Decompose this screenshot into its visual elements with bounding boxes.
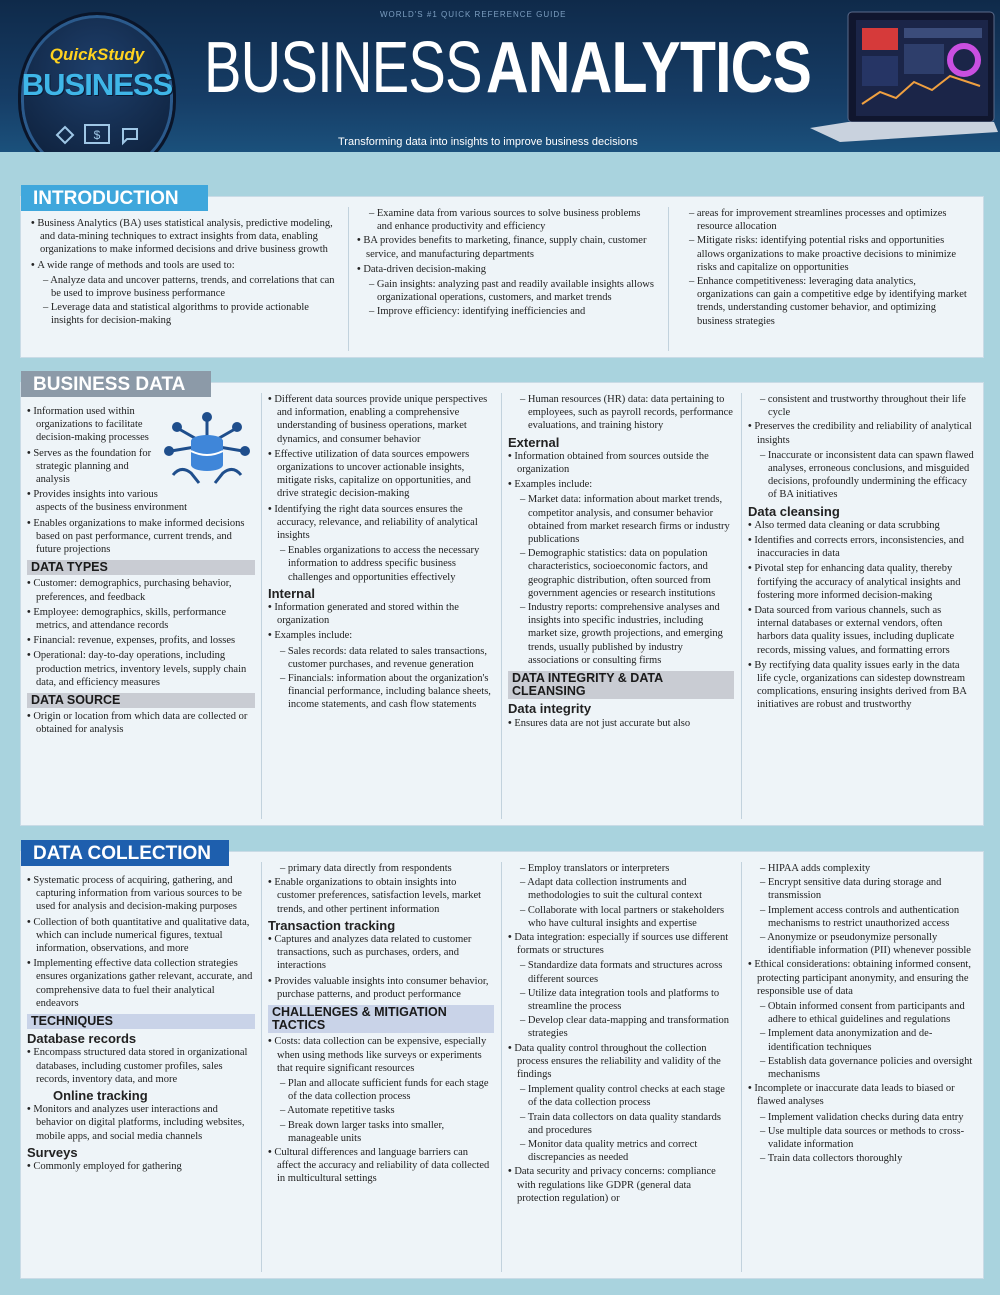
dc-subpoint: – Develop clear data-mapping and transformation strategies (508, 1014, 734, 1040)
dc-subpoint: – Utilize data integration tools and platforms to streamline the process (508, 987, 734, 1013)
bd-subpoint: – Human resources (HR) data: data pertaining to employees, such as payroll records, performance evaluations, and training history (508, 393, 734, 433)
dc-subpoint: – Adapt data collection instruments and methodologies to suit the cultural context (508, 876, 734, 902)
intro-subpoint: – Gain insights: analyzing past and readily available insights allows organizational operations, customers, and market trends (357, 278, 657, 304)
database-icon (159, 405, 255, 497)
data-source-heading: DATA SOURCE (27, 693, 255, 708)
bd-point: • Preserves the credibility and reliability of analytical insights (748, 420, 974, 446)
bd-subpoint: – Enables organizations to access the necessary information to address specific business challenges and opportunities effectively (268, 544, 494, 584)
bd-col-1 (27, 405, 255, 821)
bd-point: • Examples include: (508, 478, 734, 491)
bd-point: • Employee: demographics, skills, performance metrics, and attendance records (27, 606, 255, 632)
external-heading: External (508, 434, 560, 450)
bd-point: • Information used within organizations to facilitate decision-making processes (27, 405, 255, 445)
bd-point: • Identifying the right data sources ensures the accuracy, relevance, and reliability of analytical insights (268, 503, 494, 543)
intro-subpoint: – Improve efficiency: identifying inefficiencies and (357, 305, 657, 318)
dc-point: • Commonly employed for gathering (27, 1160, 255, 1173)
bd-col-2 (268, 393, 494, 821)
brand-top: QuickStudy (49, 45, 145, 64)
brand-main: BUSINESS (21, 67, 173, 102)
internal-heading: Internal (268, 585, 315, 601)
dc-subpoint: – Implement access controls and authentication mechanisms to restrict unauthorized access (748, 904, 974, 930)
publisher-line: WORLD'S #1 QUICK REFERENCE GUIDE (380, 10, 567, 19)
bd-point: • Data sourced from various channels, such as internal databases or external vendors, often harbors data quality issues, including duplicate records, missing values, and formatting errors (748, 604, 974, 657)
introduction-heading: INTRODUCTION (21, 185, 208, 211)
bd-point: • Enables organizations to make informed decisions based on past performance, current trends, and future projections (27, 517, 255, 557)
bd-point: • Examples include: (268, 629, 494, 642)
dc-subpoint: – Implement quality control checks at each stage of the data collection process (508, 1083, 734, 1109)
dc-col-4 (748, 862, 974, 1274)
dc-point: • Ethical considerations: obtaining informed consent, protecting participant anonymity, and ensuring the responsible use of data (748, 958, 974, 998)
intro-col-3 (677, 207, 973, 353)
cleansing-heading: Data cleansing (748, 503, 840, 519)
data-collection-heading: DATA COLLECTION (21, 840, 229, 866)
dc-point: • Encompass structured data stored in organizational databases, including customer profiles, sales records, inventory data, and more (27, 1046, 255, 1086)
dc-point: • Monitors and analyzes user interactions and behavior on digital platforms, including websites, mobile apps, and social media channels (27, 1103, 255, 1143)
bd-subpoint: – Inaccurate or inconsistent data can spawn flawed analyses, erroneous conclusions, and misguided decisions, profoundly undermining the efficacy of BA initiatives (748, 449, 974, 502)
dc-subpoint: – Train data collectors on data quality standards and procedures (508, 1111, 734, 1137)
bd-col-4 (748, 393, 974, 821)
dc-point: • Enable organizations to obtain insights into customer preferences, satisfaction levels, market trends, and other pertinent information (268, 876, 494, 916)
intro-point: • BA provides benefits to marketing, finance, supply chain, customer service, and manufacturing departments (357, 234, 657, 260)
dc-subpoint: – primary data directly from respondents (268, 862, 494, 875)
dc-point: • Cultural differences and language barriers can affect the accuracy and reliability of data collected in multicultural settings (268, 1146, 494, 1186)
dc-subpoint: – HIPAA adds complexity (748, 862, 974, 875)
bd-point: • Information obtained from sources outside the organization (508, 450, 734, 476)
bd-subpoint: – Financials: information about the organization's financial performance, including balance sheets, income statements, and cash flow statements (268, 672, 494, 712)
dc-point: • Captures and analyzes data related to customer transactions, such as purchases, orders, and interactions (268, 933, 494, 973)
bd-point: • Identifies and corrects errors, inconsistencies, and inaccuracies in data (748, 534, 974, 560)
title-bold: ANALYTICS (486, 28, 812, 108)
dc-col-3 (508, 862, 734, 1274)
svg-text:$: $ (93, 128, 101, 142)
intro-point: • Data-driven decision-making (357, 263, 657, 276)
data-collection-section (20, 843, 984, 1279)
intro-subpoint: – Enhance competitiveness: leveraging data analytics, organizations can gain a competitive edge by identifying market trends, understanding customer behavior, and optimizing business strategies (677, 275, 973, 328)
bd-point: • Information generated and stored within the organization (268, 601, 494, 627)
bd-point: • Effective utilization of data sources empowers organizations to uncover actionable insights, mitigate risks, capitalize on opportunities, and drive strategic decision-making (268, 448, 494, 501)
intro-subpoint: – Analyze data and uncover patterns, trends, and correlations that can be used to improve business performance (31, 274, 336, 300)
bd-point: • By rectifying data quality issues early in the data life cycle, organizations can sidestep downstream complications, ensuring insights derived from BA initiatives are robust and trustworthy (748, 659, 974, 712)
dc-point: • Systematic process of acquiring, gathering, and capturing information from various sources to be used for analysis and decision-making purposes (27, 874, 255, 914)
bd-point: • Origin or location from which data are collected or obtained for analysis (27, 710, 255, 736)
intro-point: • A wide range of methods and tools are used to: (31, 259, 336, 272)
introduction-section (20, 188, 984, 358)
dc-subpoint: – Implement validation checks during data entry (748, 1111, 974, 1124)
dc-subpoint: – Standardize data formats and structures across different sources (508, 959, 734, 985)
business-data-heading: BUSINESS DATA (21, 371, 211, 397)
dc-subpoint: – Encrypt sensitive data during storage and transmission (748, 876, 974, 902)
dc-subpoint: – Automate repetitive tasks (268, 1104, 494, 1117)
bd-subpoint: – Demographic statistics: data on population characteristics, socioeconomic factors, and geographic distribution, often sourced from government agencies or research institutions (508, 547, 734, 600)
intro-col-1 (31, 217, 336, 353)
bd-subpoint: – Sales records: data related to sales transactions, customer purchases, and revenue generation (268, 645, 494, 671)
business-data-section (20, 374, 984, 826)
bd-point: • Customer: demographics, purchasing behavior, preferences, and feedback (27, 577, 255, 603)
bd-subpoint: – Industry reports: comprehensive analyses and insights into specific industries, including market size, growth projections, and emerging trends, usually published by industry associations or consulting firms (508, 601, 734, 667)
intro-subpoint: – areas for improvement streamlines processes and optimizes resource allocation (677, 207, 973, 233)
intro-col-2 (357, 207, 657, 353)
bd-point: • Operational: day-to-day operations, including production metrics, inventory levels, supply chain data, and efficiency measures (27, 649, 255, 689)
dc-subpoint: – Implement data anonymization and de-identification techniques (748, 1027, 974, 1053)
dc-subpoint: – Use multiple data sources or methods to cross-validate information (748, 1125, 974, 1151)
dc-point: • Provides valuable insights into consumer behavior, purchase patterns, and product performance (268, 975, 494, 1001)
dc-col-1 (27, 874, 255, 1274)
bd-subpoint: – Market data: information about market trends, competitor analysis, and consumer behavior obtained from market research firms or industry publications (508, 493, 734, 546)
bd-subpoint: – consistent and trustworthy throughout their life cycle (748, 393, 974, 419)
integrity-subheading: Data integrity (508, 701, 592, 717)
bd-point: • Serves as the foundation for strategic planning and analysis (27, 447, 255, 487)
data-types-heading: DATA TYPES (27, 560, 255, 575)
dc-point: • Data integration: especially if sources use different formats or structures (508, 931, 734, 957)
bd-point: • Provides insights into various aspects of the business environment (27, 488, 255, 514)
dc-point: • Collection of both quantitative and qualitative data, which can include numerical figures, textual information, observations, and more (27, 916, 255, 956)
briefcase-icon (51, 115, 143, 155)
dc-subpoint: – Break down larger tasks into smaller, manageable units (268, 1119, 494, 1145)
header-banner (0, 0, 1000, 178)
dc-point: • Implementing effective data collection strategies ensures organizations gather relevant, accurate, and comprehensive data to fuel their analytical endeavors (27, 957, 255, 1010)
intro-subpoint: – Examine data from various sources to solve business problems and enhance productivity and efficiency (357, 207, 657, 233)
dc-subpoint: – Obtain informed consent from participants and adhere to ethical guidelines and regulations (748, 1000, 974, 1026)
dc-subpoint: – Anonymize or pseudonymize personally identifiable information (PII) whenever possible (748, 931, 974, 957)
page-subtitle: Transforming data into insights to improve business decisions (338, 136, 638, 148)
dc-point: • Data quality control throughout the collection process ensures the reliability and validity of the findings (508, 1042, 734, 1082)
intro-subpoint: – Mitigate risks: identifying potential risks and opportunities allows organizations to make proactive decisions to minimize risks and capitalize on opportunities (677, 234, 973, 274)
dc-subpoint: – Establish data governance policies and oversight mechanisms (748, 1055, 974, 1081)
dc-point: • Costs: data collection can be expensive, especially when using methods like surveys or experiments that require significant resources (268, 1035, 494, 1075)
dc-subpoint: – Collaborate with local partners or stakeholders who have cultural insights and expertise (508, 904, 734, 930)
bd-point: • Financial: revenue, expenses, profits, and losses (27, 634, 255, 647)
dc-point: • Incomplete or inaccurate data leads to biased or flawed analyses (748, 1082, 974, 1108)
challenges-heading: CHALLENGES & MITIGATION TACTICS (268, 1005, 494, 1033)
dc-point: • Data security and privacy concerns: compliance with regulations like GDPR (general data protection regulation) or (508, 1165, 734, 1205)
integrity-heading: DATA INTEGRITY & DATA CLEANSING (508, 671, 734, 699)
laptop-illustration (800, 8, 998, 148)
bd-point: • Different data sources provide unique perspectives and information, enabling a comprehensive understanding of business operations, market dynamics, and consumer behavior (268, 393, 494, 446)
online-tracking-heading: Online tracking (53, 1088, 148, 1104)
bd-point: • Also termed data cleaning or data scrubbing (748, 519, 974, 532)
dc-subpoint: – Train data collectors thoroughly (748, 1152, 974, 1165)
db-records-heading: Database records (27, 1031, 137, 1047)
dc-subpoint: – Plan and allocate sufficient funds for each stage of the data collection process (268, 1077, 494, 1103)
transaction-tracking-heading: Transaction tracking (268, 917, 396, 933)
techniques-heading: TECHNIQUES (27, 1014, 255, 1029)
bd-col-3 (508, 393, 734, 821)
intro-subpoint: – Leverage data and statistical algorithms to provide actionable insights for decision-making (31, 301, 336, 327)
quickstudy-badge (18, 12, 176, 178)
surveys-heading: Surveys (27, 1144, 78, 1160)
bd-point: • Ensures data are not just accurate but also (508, 717, 734, 730)
dc-subpoint: – Employ translators or interpreters (508, 862, 734, 875)
title-light: BUSINESS (204, 28, 482, 108)
page-title (204, 28, 812, 108)
intro-point: • Business Analytics (BA) uses statistical analysis, predictive modeling, and data-mining techniques to extract insights from data, enabling organizations to make informed decisions and drive business growth (31, 217, 336, 257)
dc-col-2 (268, 862, 494, 1274)
bd-point: • Pivotal step for enhancing data quality, thereby fortifying the accuracy of analytical insights and fostering more informed decision-making (748, 562, 974, 602)
dc-subpoint: – Monitor data quality metrics and correct discrepancies as needed (508, 1138, 734, 1164)
